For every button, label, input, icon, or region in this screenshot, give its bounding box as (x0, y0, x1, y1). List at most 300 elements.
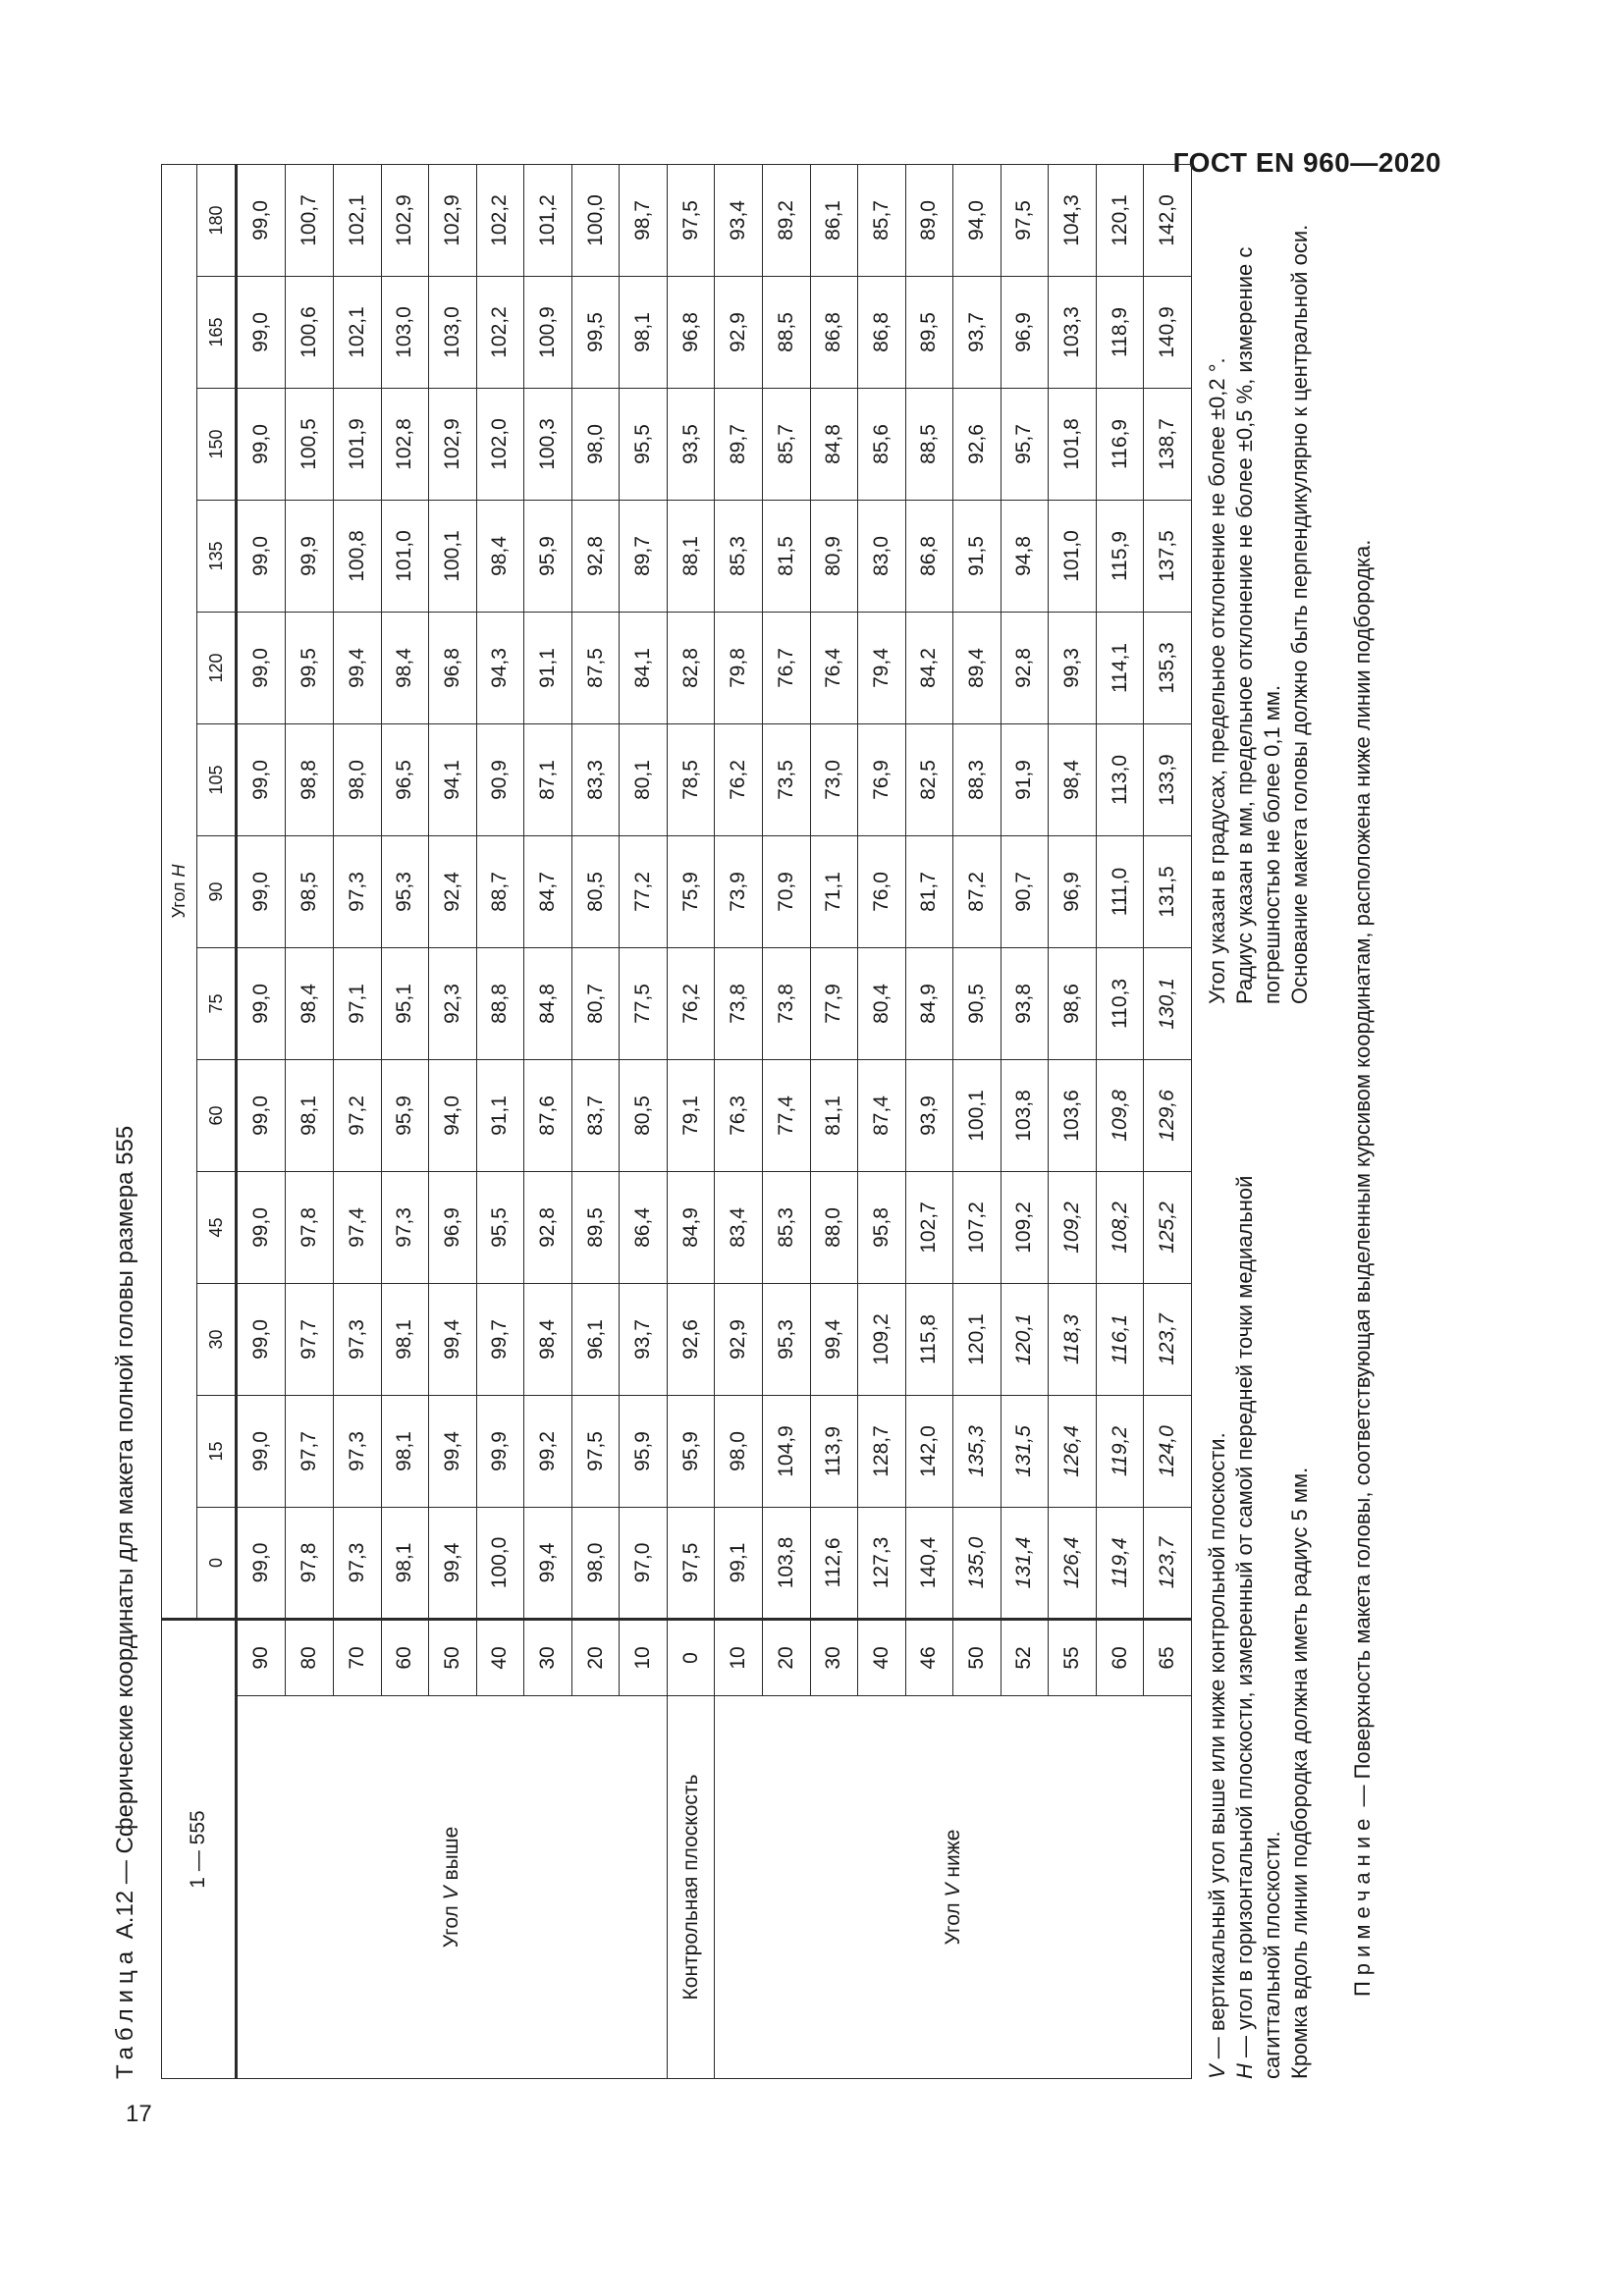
value-cell: 95,8 (858, 1171, 906, 1283)
value-cell: 97,5 (667, 164, 715, 276)
value-cell: 118,9 (1096, 276, 1144, 388)
page-number: 17 (126, 2101, 152, 2127)
v-angle-cell: 30 (524, 1619, 572, 1695)
value-cell: 103,0 (429, 276, 477, 388)
h-angle-45: 45 (197, 1171, 237, 1283)
value-cell: 80,5 (620, 1059, 668, 1171)
value-cell: 99,4 (429, 1283, 477, 1395)
value-cell: 73,0 (810, 723, 858, 835)
value-cell: 99,9 (286, 500, 334, 612)
h-angle-105: 105 (197, 723, 237, 835)
value-cell: 88,1 (667, 500, 715, 612)
value-cell: 99,0 (237, 164, 286, 276)
note-v-text: — вертикальный угол выше или ниже контрольной плоскости. (1205, 1432, 1229, 2065)
value-cell: 130,1 (1144, 947, 1192, 1059)
final-note-label: Примечание (1350, 1812, 1375, 1997)
value-cell: 116,9 (1096, 388, 1144, 500)
value-cell: 89,2 (762, 164, 810, 276)
value-cell: 89,5 (571, 1171, 620, 1283)
value-cell: 97,3 (334, 1283, 382, 1395)
value-cell: 99,0 (237, 1507, 286, 1619)
value-cell: 92,9 (715, 1283, 763, 1395)
value-cell: 97,3 (334, 835, 382, 947)
group-label-word: Угол (440, 1899, 463, 1949)
value-cell: 85,3 (715, 500, 763, 612)
value-cell: 77,5 (620, 947, 668, 1059)
value-cell: 99,0 (237, 835, 286, 947)
value-cell: 140,4 (905, 1507, 953, 1619)
value-cell: 97,3 (334, 1507, 382, 1619)
value-cell: 98,1 (381, 1283, 429, 1395)
value-cell: 93,4 (715, 164, 763, 276)
value-cell: 99,0 (237, 947, 286, 1059)
value-cell: 82,8 (667, 612, 715, 723)
value-cell: 84,7 (524, 835, 572, 947)
value-cell: 73,8 (715, 947, 763, 1059)
value-cell: 113,9 (810, 1395, 858, 1507)
value-cell: 98,0 (571, 1507, 620, 1619)
value-cell: 120,1 (1001, 1283, 1049, 1395)
value-cell: 100,7 (286, 164, 334, 276)
value-cell: 96,9 (1049, 835, 1097, 947)
value-cell: 86,8 (905, 500, 953, 612)
value-cell: 97,8 (286, 1507, 334, 1619)
value-cell: 97,3 (381, 1171, 429, 1283)
table-row (715, 164, 763, 2078)
value-cell: 124,0 (1144, 1395, 1192, 1507)
value-cell: 102,2 (476, 276, 524, 388)
v-angle-cell: 65 (1144, 1619, 1192, 1695)
value-cell: 92,8 (524, 1171, 572, 1283)
value-cell: 113,0 (1096, 723, 1144, 835)
value-cell: 84,9 (667, 1171, 715, 1283)
value-cell: 85,7 (762, 388, 810, 500)
value-cell: 97,5 (571, 1395, 620, 1507)
value-cell: 102,0 (476, 388, 524, 500)
value-cell: 93,5 (667, 388, 715, 500)
value-cell: 128,7 (858, 1395, 906, 1507)
value-cell: 99,3 (1049, 612, 1097, 723)
value-cell: 99,0 (237, 1395, 286, 1507)
value-cell: 123,7 (1144, 1507, 1192, 1619)
table-row (237, 164, 286, 2078)
value-cell: 97,1 (334, 947, 382, 1059)
value-cell: 131,4 (1001, 1507, 1049, 1619)
value-cell: 99,5 (571, 276, 620, 388)
value-cell: 109,2 (858, 1283, 906, 1395)
value-cell: 131,5 (1144, 835, 1192, 947)
value-cell: 102,2 (476, 164, 524, 276)
value-cell: 84,8 (524, 947, 572, 1059)
value-cell: 103,8 (1001, 1059, 1049, 1171)
value-cell: 95,9 (524, 500, 572, 612)
value-cell: 102,1 (334, 276, 382, 388)
value-cell: 84,2 (905, 612, 953, 723)
v-angle-cell: 55 (1049, 1619, 1097, 1695)
value-cell: 119,4 (1096, 1507, 1144, 1619)
value-cell: 90,7 (1001, 835, 1049, 947)
value-cell: 93,7 (953, 276, 1001, 388)
value-cell: 96,9 (429, 1171, 477, 1283)
value-cell: 70,9 (762, 835, 810, 947)
value-cell: 125,2 (1144, 1171, 1192, 1283)
value-cell: 91,1 (524, 612, 572, 723)
value-cell: 92,8 (571, 500, 620, 612)
value-cell: 104,3 (1049, 164, 1097, 276)
value-cell: 102,7 (905, 1171, 953, 1283)
value-cell: 99,0 (237, 276, 286, 388)
value-cell: 101,2 (524, 164, 572, 276)
value-cell: 97,2 (334, 1059, 382, 1171)
value-cell: 89,7 (620, 500, 668, 612)
value-cell: 98,4 (381, 612, 429, 723)
h-angle-30: 30 (197, 1283, 237, 1395)
value-cell: 84,9 (905, 947, 953, 1059)
value-cell: 109,2 (1049, 1171, 1097, 1283)
note-radius: Радиус указан в мм, предельное отклонение не более ±0,5 %, измерение с погрешностью не более 0,1 мм. (1232, 246, 1284, 1004)
value-cell: 75,9 (667, 835, 715, 947)
value-cell: 123,7 (1144, 1283, 1192, 1395)
note-h-symbol: H (1232, 2063, 1257, 2079)
value-cell: 97,8 (286, 1171, 334, 1283)
value-cell: 95,9 (667, 1395, 715, 1507)
value-cell: 87,6 (524, 1059, 572, 1171)
value-cell: 98,4 (524, 1283, 572, 1395)
value-cell: 88,5 (762, 276, 810, 388)
value-cell: 91,1 (476, 1059, 524, 1171)
note-angle: Угол указан в градусах, предельное отклонение не более ±0,2 °. (1205, 357, 1229, 1004)
value-cell: 88,7 (476, 835, 524, 947)
h-angle-90: 90 (197, 835, 237, 947)
note-h (1231, 1039, 1286, 2079)
v-angle-cell: 20 (762, 1619, 810, 1695)
value-cell: 80,5 (571, 835, 620, 947)
value-cell: 96,1 (571, 1283, 620, 1395)
value-cell: 131,5 (1001, 1395, 1049, 1507)
value-cell: 99,7 (476, 1283, 524, 1395)
value-cell: 100,1 (953, 1059, 1001, 1171)
value-cell: 95,5 (476, 1171, 524, 1283)
value-cell: 97,7 (286, 1395, 334, 1507)
value-cell: 96,5 (381, 723, 429, 835)
coordinates-table-wrap (161, 165, 1192, 2079)
value-cell: 126,4 (1049, 1507, 1097, 1619)
value-cell: 73,9 (715, 835, 763, 947)
final-note-text: — Поверхность макета головы, соответствующая выделенным курсивом координатам, расположена ниже линии подбородка. (1350, 539, 1375, 1813)
value-cell: 110,3 (1096, 947, 1144, 1059)
value-cell: 85,7 (858, 164, 906, 276)
h-angle-180: 180 (197, 164, 237, 276)
table-row (667, 164, 715, 2078)
value-cell: 98,1 (381, 1395, 429, 1507)
value-cell: 79,4 (858, 612, 906, 723)
value-cell: 92,8 (1001, 612, 1049, 723)
value-cell: 73,8 (762, 947, 810, 1059)
value-cell: 98,4 (476, 500, 524, 612)
value-cell: 99,4 (524, 1507, 572, 1619)
group-label-word: Угол (941, 1896, 964, 1946)
value-cell: 101,8 (1049, 388, 1097, 500)
value-cell: 82,5 (905, 723, 953, 835)
value-cell: 100,8 (334, 500, 382, 612)
value-cell: 120,1 (1096, 164, 1144, 276)
value-cell: 102,1 (334, 164, 382, 276)
value-cell: 102,9 (429, 164, 477, 276)
value-cell: 119,2 (1096, 1395, 1144, 1507)
value-cell: 101,0 (381, 500, 429, 612)
value-cell: 133,9 (1144, 723, 1192, 835)
h-angle-60: 60 (197, 1059, 237, 1171)
value-cell: 80,1 (620, 723, 668, 835)
final-note (1349, 82, 1377, 2079)
value-cell: 86,8 (810, 276, 858, 388)
value-cell: 76,9 (858, 723, 906, 835)
value-cell: 99,0 (237, 723, 286, 835)
value-cell: 80,4 (858, 947, 906, 1059)
value-cell: 100,9 (524, 276, 572, 388)
value-cell: 114,1 (1096, 612, 1144, 723)
value-cell: 127,3 (858, 1507, 906, 1619)
value-cell: 94,0 (429, 1059, 477, 1171)
value-cell: 94,3 (476, 612, 524, 723)
value-cell: 89,4 (953, 612, 1001, 723)
value-cell: 104,9 (762, 1395, 810, 1507)
value-cell: 89,5 (905, 276, 953, 388)
corner-cell: 1 — 555 (162, 1619, 237, 2078)
value-cell: 111,0 (1096, 835, 1144, 947)
value-cell: 83,0 (858, 500, 906, 612)
value-cell: 115,8 (905, 1283, 953, 1395)
value-cell: 95,3 (762, 1283, 810, 1395)
note-v (1204, 1039, 1231, 2079)
document-code: ГОСТ EN 960—2020 (1172, 147, 1441, 178)
group-label-symbol: V (440, 1886, 463, 1900)
value-cell: 84,1 (620, 612, 668, 723)
value-cell: 142,0 (1144, 164, 1192, 276)
notes-left (1204, 1039, 1314, 2079)
v-angle-cell: 70 (334, 1619, 382, 1695)
value-cell: 95,9 (620, 1395, 668, 1507)
value-cell: 99,0 (237, 388, 286, 500)
value-cell: 103,0 (381, 276, 429, 388)
value-cell: 99,4 (810, 1283, 858, 1395)
v-angle-cell: 46 (905, 1619, 953, 1695)
value-cell: 88,8 (476, 947, 524, 1059)
value-cell: 99,0 (237, 1171, 286, 1283)
value-cell: 98,4 (286, 947, 334, 1059)
table-caption-text: А.12 — Сферические координаты для макета полной головы размера 555 (112, 1125, 138, 1940)
value-cell: 93,9 (905, 1059, 953, 1171)
value-cell: 109,2 (1001, 1171, 1049, 1283)
value-cell: 88,3 (953, 723, 1001, 835)
notes-right (1204, 160, 1314, 1004)
value-cell: 81,7 (905, 835, 953, 947)
value-cell: 80,7 (571, 947, 620, 1059)
value-cell: 92,6 (953, 388, 1001, 500)
value-cell: 98,1 (620, 276, 668, 388)
v-angle-cell: 60 (381, 1619, 429, 1695)
value-cell: 86,4 (620, 1171, 668, 1283)
value-cell: 97,7 (286, 1283, 334, 1395)
group-below (715, 1696, 1192, 2079)
value-cell: 129,6 (1144, 1059, 1192, 1171)
value-cell: 101,0 (1049, 500, 1097, 612)
v-angle-cell: 30 (810, 1619, 858, 1695)
value-cell: 76,4 (810, 612, 858, 723)
value-cell: 118,3 (1049, 1283, 1097, 1395)
value-cell: 96,8 (429, 612, 477, 723)
coordinates-table (161, 164, 1192, 2079)
value-cell: 80,9 (810, 500, 858, 612)
value-cell: 91,5 (953, 500, 1001, 612)
value-cell: 73,5 (762, 723, 810, 835)
h-angle-120: 120 (197, 612, 237, 723)
value-cell: 97,5 (1001, 164, 1049, 276)
value-cell: 100,1 (429, 500, 477, 612)
value-cell: 99,4 (334, 612, 382, 723)
value-cell: 94,0 (953, 164, 1001, 276)
h-angle-symbol: H (169, 864, 189, 878)
value-cell: 102,8 (381, 388, 429, 500)
value-cell: 83,7 (571, 1059, 620, 1171)
note-edge: Кромка вдоль линии подбородка должна иметь радиус 5 мм. (1287, 1467, 1312, 2079)
value-cell: 96,9 (1001, 276, 1049, 388)
value-cell: 88,5 (905, 388, 953, 500)
value-cell: 99,4 (429, 1395, 477, 1507)
value-cell: 92,3 (429, 947, 477, 1059)
value-cell: 95,9 (381, 1059, 429, 1171)
value-cell: 91,9 (1001, 723, 1049, 835)
value-cell: 93,8 (1001, 947, 1049, 1059)
value-cell: 98,0 (715, 1395, 763, 1507)
value-cell: 76,7 (762, 612, 810, 723)
group-control: Контрольная плоскость (667, 1696, 715, 2079)
v-angle-cell: 0 (667, 1619, 715, 1695)
v-angle-cell: 50 (953, 1619, 1001, 1695)
value-cell: 108,2 (1096, 1171, 1144, 1283)
group-above (237, 1696, 668, 2079)
value-cell: 92,4 (429, 835, 477, 947)
value-cell: 71,1 (810, 835, 858, 947)
value-cell: 140,9 (1144, 276, 1192, 388)
v-angle-cell: 10 (715, 1619, 763, 1695)
h-angle-150: 150 (197, 388, 237, 500)
group-label-direction: выше (440, 1826, 463, 1887)
h-angle-75: 75 (197, 947, 237, 1059)
group-label-direction: ниже (941, 1829, 964, 1884)
value-cell: 88,0 (810, 1171, 858, 1283)
value-cell: 103,3 (1049, 276, 1097, 388)
value-cell: 98,0 (571, 388, 620, 500)
value-cell: 98,7 (620, 164, 668, 276)
value-cell: 100,5 (286, 388, 334, 500)
group-label-symbol: V (941, 1883, 964, 1897)
value-cell: 138,7 (1144, 388, 1192, 500)
value-cell: 99,0 (237, 500, 286, 612)
value-cell: 115,9 (1096, 500, 1144, 612)
value-cell: 99,0 (237, 1059, 286, 1171)
value-cell: 85,6 (858, 388, 906, 500)
value-cell: 87,1 (524, 723, 572, 835)
table-caption (106, 165, 145, 2079)
value-cell: 98,0 (334, 723, 382, 835)
h-angle-0: 0 (197, 1507, 237, 1619)
value-cell: 94,1 (429, 723, 477, 835)
value-cell: 97,5 (667, 1507, 715, 1619)
value-cell: 84,8 (810, 388, 858, 500)
value-cell: 101,9 (334, 388, 382, 500)
value-cell: 77,2 (620, 835, 668, 947)
value-cell: 90,5 (953, 947, 1001, 1059)
value-cell: 79,1 (667, 1059, 715, 1171)
value-cell: 99,0 (237, 1283, 286, 1395)
value-cell: 99,2 (524, 1395, 572, 1507)
value-cell: 95,7 (1001, 388, 1049, 500)
v-angle-cell: 80 (286, 1619, 334, 1695)
rotated-table-page (106, 165, 1402, 2079)
value-cell: 96,8 (667, 276, 715, 388)
value-cell: 98,6 (1049, 947, 1097, 1059)
value-cell: 99,4 (429, 1507, 477, 1619)
value-cell: 142,0 (905, 1395, 953, 1507)
value-cell: 78,5 (667, 723, 715, 835)
value-cell: 95,3 (381, 835, 429, 947)
v-angle-cell: 20 (571, 1619, 620, 1695)
value-cell: 99,5 (286, 612, 334, 723)
value-cell: 95,1 (381, 947, 429, 1059)
value-cell: 83,4 (715, 1171, 763, 1283)
value-cell: 98,5 (286, 835, 334, 947)
value-cell: 99,9 (476, 1395, 524, 1507)
value-cell: 87,4 (858, 1059, 906, 1171)
value-cell: 92,6 (667, 1283, 715, 1395)
value-cell: 120,1 (953, 1283, 1001, 1395)
value-cell: 98,1 (286, 1059, 334, 1171)
value-cell: 86,8 (858, 276, 906, 388)
value-cell: 92,9 (715, 276, 763, 388)
value-cell: 87,5 (571, 612, 620, 723)
table-caption-label: Таблица (112, 1945, 138, 2079)
value-cell: 100,0 (476, 1507, 524, 1619)
v-angle-cell: 52 (1001, 1619, 1049, 1695)
value-cell: 87,2 (953, 835, 1001, 947)
value-cell: 97,3 (334, 1395, 382, 1507)
value-cell: 86,1 (810, 164, 858, 276)
value-cell: 112,6 (810, 1507, 858, 1619)
note-base: Основание макета головы должно быть перпендикулярно к центральной оси. (1287, 224, 1312, 1004)
note-h-text: — угол в горизонтальной плоскости, измеренный от самой передней точки медиальной сагиттальной плоскости. (1232, 1175, 1284, 2079)
value-cell: 93,7 (620, 1283, 668, 1395)
value-cell: 90,9 (476, 723, 524, 835)
value-cell: 98,8 (286, 723, 334, 835)
value-cell: 100,0 (571, 164, 620, 276)
value-cell: 76,2 (667, 947, 715, 1059)
value-cell: 77,4 (762, 1059, 810, 1171)
value-cell: 103,8 (762, 1507, 810, 1619)
h-angle-word: Угол (169, 877, 189, 919)
v-angle-cell: 50 (429, 1619, 477, 1695)
value-cell: 89,0 (905, 164, 953, 276)
value-cell: 100,6 (286, 276, 334, 388)
value-cell: 126,4 (1049, 1395, 1097, 1507)
value-cell: 102,9 (381, 164, 429, 276)
value-cell: 102,9 (429, 388, 477, 500)
value-cell: 95,5 (620, 388, 668, 500)
value-cell: 99,1 (715, 1507, 763, 1619)
value-cell: 81,1 (810, 1059, 858, 1171)
value-cell: 76,2 (715, 723, 763, 835)
value-cell: 79,8 (715, 612, 763, 723)
